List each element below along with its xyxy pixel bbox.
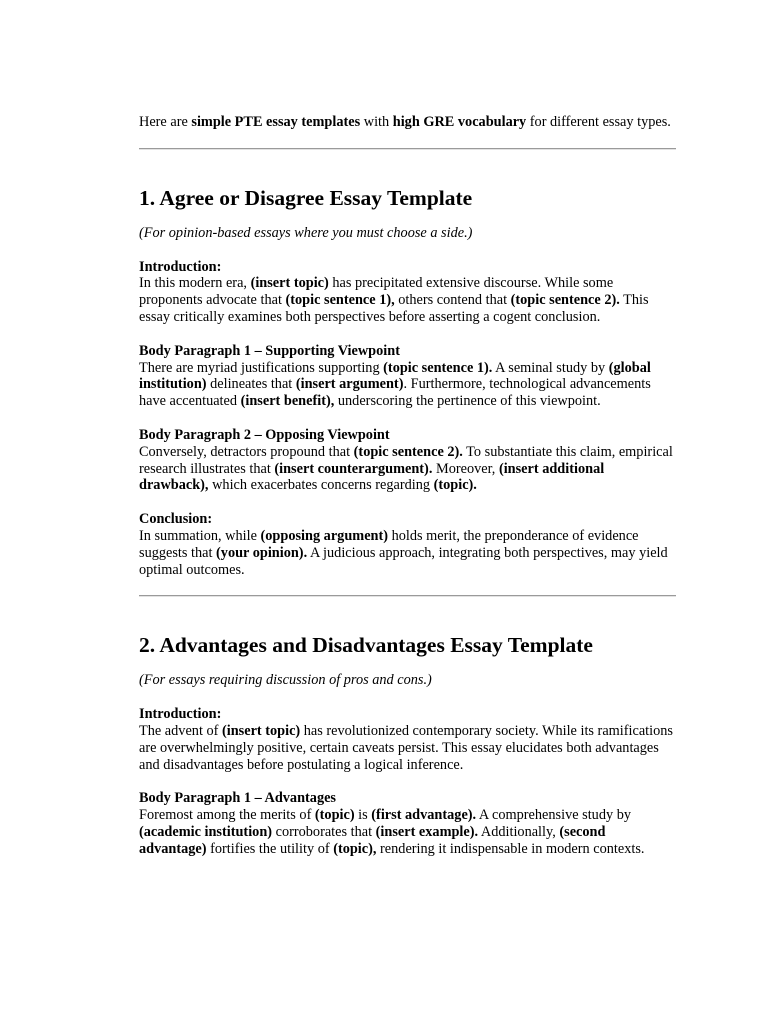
- bold-placeholder-text: (insert example).: [375, 823, 479, 840]
- document-page: [139, 114, 676, 858]
- text-run: others contend that: [394, 292, 511, 309]
- bold-placeholder-text: (topic sentence 1),: [285, 292, 395, 309]
- intro-paragraph: [139, 114, 676, 131]
- block-heading: Conclusion:: [139, 511, 213, 528]
- block-paragraph: [139, 275, 676, 325]
- text-run: Additionally,: [478, 823, 560, 840]
- bold-placeholder-text: (second advantage): [139, 823, 606, 857]
- bold-placeholder-text: simple PTE essay templates: [191, 114, 361, 130]
- bold-placeholder-text: (topic sentence 1).: [383, 359, 493, 376]
- bold-placeholder-text: (global institution): [139, 359, 651, 393]
- block-heading: Body Paragraph 2 – Opposing Viewpoint: [139, 426, 390, 443]
- bold-placeholder-text: (your opinion).: [216, 544, 308, 561]
- section-divider: [139, 148, 676, 150]
- text-run: . Furthermore, technological advancements have accentuated: [139, 376, 651, 410]
- text-run: corroborates that: [272, 823, 376, 840]
- text-run: Foremost among the merits of: [139, 807, 315, 824]
- bold-placeholder-text: (insert counterargument).: [274, 460, 433, 477]
- bold-placeholder-text: (insert topic): [221, 722, 301, 739]
- block-heading: Body Paragraph 1 – Advantages: [139, 790, 337, 807]
- block-heading: Body Paragraph 1 – Supporting Viewpoint: [139, 342, 400, 359]
- bold-placeholder-text: (topic),: [333, 840, 377, 857]
- bold-placeholder-text: (opposing argument): [260, 527, 389, 544]
- text-run: In summation, while: [139, 527, 261, 544]
- section-subtitle: (For essays requiring discussion of pros and cons.): [139, 672, 432, 689]
- block-body-paragraph-1: [139, 343, 676, 410]
- text-run: A judicious approach, integrating both perspectives, may yield optimal outcomes.: [139, 544, 668, 578]
- section-agree-disagree: [139, 185, 676, 579]
- text-run: fortifies the utility of: [206, 840, 334, 857]
- text-run: has precipitated extensive discourse. While some proponents advocate that: [139, 275, 614, 309]
- section-divider: [139, 595, 676, 597]
- text-run: holds merit, the preponderance of evidence suggests that: [139, 527, 639, 561]
- text-run: A seminal study by: [492, 359, 609, 376]
- bold-placeholder-text: (insert benefit),: [240, 393, 335, 410]
- text-run: which exacerbates concerns regarding: [208, 477, 434, 494]
- text-run: delineates that: [206, 376, 296, 393]
- block-paragraph: [139, 360, 676, 410]
- text-run: There are myriad justifications supporting: [139, 359, 384, 376]
- text-run: Conversely, detractors propound that: [139, 443, 354, 460]
- text-run: In this modern era,: [139, 275, 251, 292]
- text-run: A comprehensive study by: [476, 807, 631, 824]
- text-run: This essay critically examines both perspectives before asserting a cogent conclusion.: [139, 292, 649, 325]
- block-introduction: [139, 706, 676, 773]
- bold-placeholder-text: (topic sentence 2).: [510, 292, 620, 309]
- bold-placeholder-text: (topic sentence 2).: [353, 443, 463, 460]
- section-title: 1. Agree or Disagree Essay Template: [139, 185, 473, 210]
- text-run: has revolutionized contemporary society. While its ramifications are overwhelmingly positive, certain caveats persist. This essay elucidates both advantages and disadvantages before postulating a logical inference.: [139, 722, 673, 773]
- text-run: for different essay types.: [526, 114, 671, 130]
- bold-placeholder-text: high GRE vocabulary: [392, 114, 527, 130]
- bold-placeholder-text: (first advantage).: [371, 807, 477, 824]
- bold-placeholder-text: (insert topic): [250, 275, 329, 292]
- bold-placeholder-text: (topic).: [433, 477, 477, 494]
- text-run: Moreover,: [432, 460, 499, 477]
- section-subtitle: (For opinion-based essays where you must choose a side.): [139, 224, 473, 241]
- block-heading: Introduction:: [139, 258, 222, 275]
- block-introduction: [139, 259, 676, 326]
- section-title: 2. Advantages and Disadvantages Essay Template: [139, 633, 593, 658]
- text-run: is: [354, 807, 372, 824]
- block-body-paragraph-2: [139, 427, 676, 494]
- block-conclusion: [139, 511, 676, 578]
- text-run: The advent of: [139, 722, 222, 739]
- block-heading: Introduction:: [139, 706, 222, 723]
- text-run: rendering it indispensable in modern contexts.: [376, 840, 645, 857]
- text-run: Here are: [139, 114, 192, 130]
- bold-placeholder-text: (insert additional drawback),: [139, 460, 605, 494]
- bold-placeholder-text: (academic institution): [139, 823, 273, 840]
- bold-placeholder-text: (insert argument): [295, 376, 404, 393]
- block-paragraph: [139, 528, 676, 578]
- block-body-paragraph-1: [139, 790, 676, 857]
- text-run: underscoring the pertinence of this viewpoint.: [334, 393, 601, 410]
- text-run: with: [360, 114, 393, 130]
- bold-placeholder-text: (topic): [314, 807, 355, 824]
- text-run: To substantiate this claim, empirical research illustrates that: [139, 443, 673, 477]
- block-paragraph: [139, 723, 676, 773]
- block-paragraph: [139, 444, 676, 494]
- section-advantages-disadvantages: [139, 632, 676, 857]
- block-paragraph: [139, 807, 676, 857]
